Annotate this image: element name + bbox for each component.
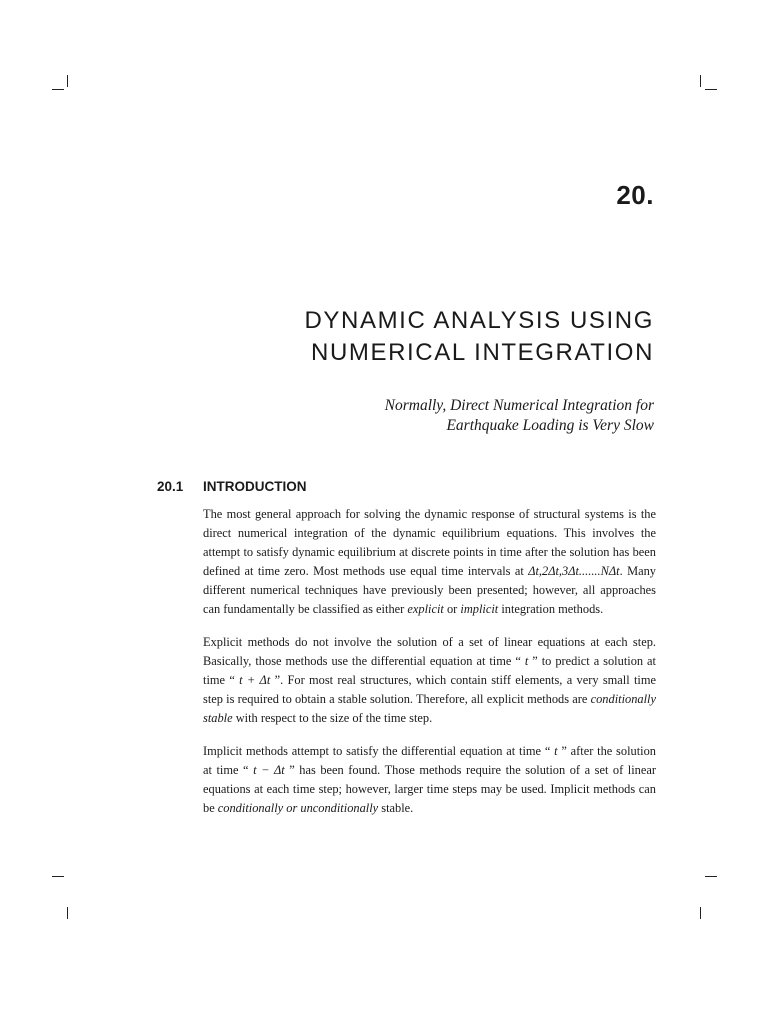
chapter-title-line: NUMERICAL INTEGRATION	[311, 339, 654, 366]
paragraph-1	[203, 505, 656, 619]
crop-mark-top-left-v	[67, 75, 68, 87]
math-expression: t − Δt	[253, 763, 285, 777]
epigraph-line: Earthquake Loading is Very Slow	[446, 417, 654, 434]
crop-mark-top-right-h	[705, 89, 717, 90]
text-span: Explicit methods do not involve the solution of a set of linear equations at each step. Basically, those methods use the differential equation at time “	[203, 635, 656, 668]
chapter-number: 20.	[616, 180, 654, 210]
epigraph-line: Normally, Direct Numerical Integration for	[384, 397, 654, 414]
crop-mark-top-right-v	[700, 75, 701, 87]
text-span: ” has been found. Those methods require the solution of a set of linear equations at each time step; however, larger time steps may be used. Implicit methods can be	[203, 763, 656, 815]
section-number: 20.1	[157, 479, 184, 494]
chapter-title	[174, 305, 654, 369]
emphasis-explicit: explicit	[407, 602, 444, 616]
math-expression: t + Δt	[239, 673, 271, 687]
math-expression: Δt,2Δt,3Δt.......NΔt	[528, 564, 620, 578]
chapter-title-line: DYNAMIC ANALYSIS USING	[304, 307, 654, 334]
paragraph-3	[203, 742, 656, 818]
text-span: or	[443, 602, 461, 616]
text-span: with respect to the size of the time step.	[232, 711, 433, 725]
text-span: Implicit methods attempt to satisfy the differential equation at time “	[203, 744, 555, 758]
math-expression: t	[554, 744, 558, 758]
body-text	[203, 505, 656, 832]
crop-mark-top-left-h	[52, 89, 64, 90]
text-span: ”. For most real structures, which contain stiff elements, a very small time step is required to obtain a stable solution. Therefore, all explicit methods are	[203, 673, 657, 706]
crop-mark-bottom-right-v	[700, 907, 701, 919]
crop-mark-bottom-left-v	[67, 907, 68, 919]
emphasis-conditionally-or-unconditionally: conditionally or unconditionally	[217, 801, 379, 815]
text-span: The most general approach for solving the dynamic response of structural systems is the direct numerical integration of the dynamic equilibrium equations. This involves the attempt to satisfy dynamic equilibrium at discrete points in time after the solution has been defined at time zero. Most methods use equal time intervals at	[203, 507, 656, 578]
section-heading	[157, 479, 307, 494]
math-expression: t	[524, 654, 529, 668]
text-span: . Many different numerical techniques have previously been presented; however, all approaches can fundamentally be classified as either	[203, 564, 656, 616]
text-span: integration methods.	[498, 602, 604, 616]
crop-mark-bottom-left-h	[52, 876, 64, 877]
text-span: ” after the solution at time “	[203, 744, 656, 777]
text-span: stable.	[378, 801, 414, 815]
crop-mark-bottom-right-h	[705, 876, 717, 877]
section-title: INTRODUCTION	[203, 479, 307, 494]
paragraph-2	[203, 633, 656, 728]
text-span: ” to predict a solution at time “	[203, 654, 656, 687]
chapter-epigraph	[234, 396, 654, 436]
emphasis-implicit: implicit	[460, 602, 499, 616]
emphasis-conditionally-stable: conditionally stable	[203, 692, 656, 725]
